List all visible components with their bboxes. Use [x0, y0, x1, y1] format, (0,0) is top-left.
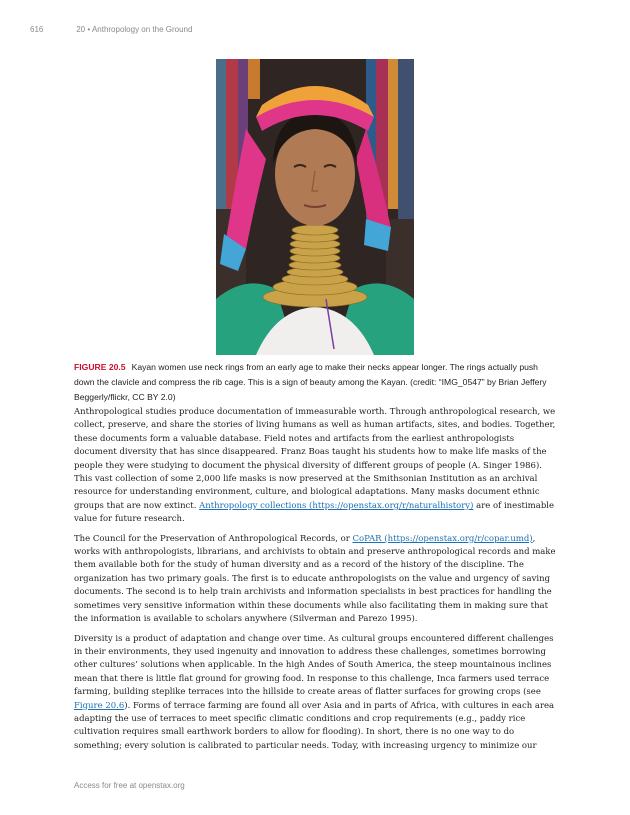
anthropology-collections-link[interactable]: Anthropology collections (https://openstax.org/r/naturalhistory) — [199, 500, 474, 511]
figure-photo — [216, 59, 414, 355]
paragraph-1-text-start: Anthropological studies produce documentation of immeasurable worth. Through anthropological research, we collect, preserve, and share the stories of living humans as well as human artifacts, sites, and bodies. Together, these documents form a valuable database. Field notes and artifacts from the earliest anthropologists document diversity that has since disappeared. Franz Boas taught his students how to make life masks of the people they were studying to document the physical diversity of different groups of people (A. Singer 1986). This vast collection of some 2,000 life masks is now preserved at the Smithsonian Institution as an archival resource for understanding environment, culture, and biological adaptations. Many masks document ethnic groups that are now extinct. — [74, 407, 556, 511]
page-footer: Access for free at openstax.org — [74, 781, 185, 790]
figure-caption — [74, 360, 556, 405]
copar-link[interactable]: CoPAR (https://openstax.org/r/copar.umd) — [352, 533, 533, 544]
paragraph-3 — [74, 633, 556, 754]
page-number: 616 — [30, 25, 44, 34]
paragraph-1-text-end: are of inestimable value for future research. — [74, 500, 555, 525]
figure-20-6-link[interactable]: Figure 20.6 — [74, 700, 125, 711]
paragraph-2-text-end: , works with anthropologists, librarians, and archivists to obtain and preserve anthropological records and make them available both for the study of human diversity and as a record of the history of the discipline. The organization has two primary goals. The first is to educate anthropologists on the value and urgency of saving documents. The second is to help train archivists and information specialists in best practices for handling the sometimes very sensitive information within these documents while also facilitating them in making sure that the information is available to scholars anywhere (Silverman and Parezo 1995). — [74, 533, 556, 625]
page-header — [30, 25, 192, 34]
body-text — [74, 406, 556, 759]
paragraph-3-text-end: ). Forms of terrace farming are found all over Asia and in parts of Africa, with cultures in each area adapting the use of terraces to meet specific climatic conditions and crop requirements (e.g., paddy rice cultivation requires small earthwork borders to allow for flooding). In short, there is no one way to do something; every solution is calibrated to particular needs. Today, with increasing urgency to minimize our — [74, 700, 555, 751]
kayan-woman-photo — [216, 59, 414, 355]
paragraph-3-text-start: Diversity is a product of adaptation and change over time. As cultural groups encountered different challenges in their environments, they used ingenuity and innovation to address these challenges, sometimes borrowing other cultures’ solutions when applicable. In the high Andes of South America, the steep mountainous inclines mean that there is little flat ground for growing food. In response to this challenge, Inca farmers used terrace farming, building steplike terraces into the hillside to create areas of flatter surfaces for growing crops (see — [74, 633, 554, 698]
figure-caption-text: Kayan women use neck rings from an early age to make their necks appear longer. The rings actually push down the clavicle and compress the rib cage. This is a sign of beauty among the Kayan. (credit: “IMG_0547” by Brian Jeffery Beggerly/flickr, CC BY 2.0) — [74, 362, 547, 402]
paragraph-1 — [74, 406, 556, 527]
figure-label: FIGURE 20.5 — [74, 362, 126, 372]
paragraph-2 — [74, 533, 556, 627]
paragraph-2-text-start: The Council for the Preservation of Anthropological Records, or — [74, 533, 353, 544]
chapter-title: 20 • Anthropology on the Ground — [76, 25, 193, 34]
